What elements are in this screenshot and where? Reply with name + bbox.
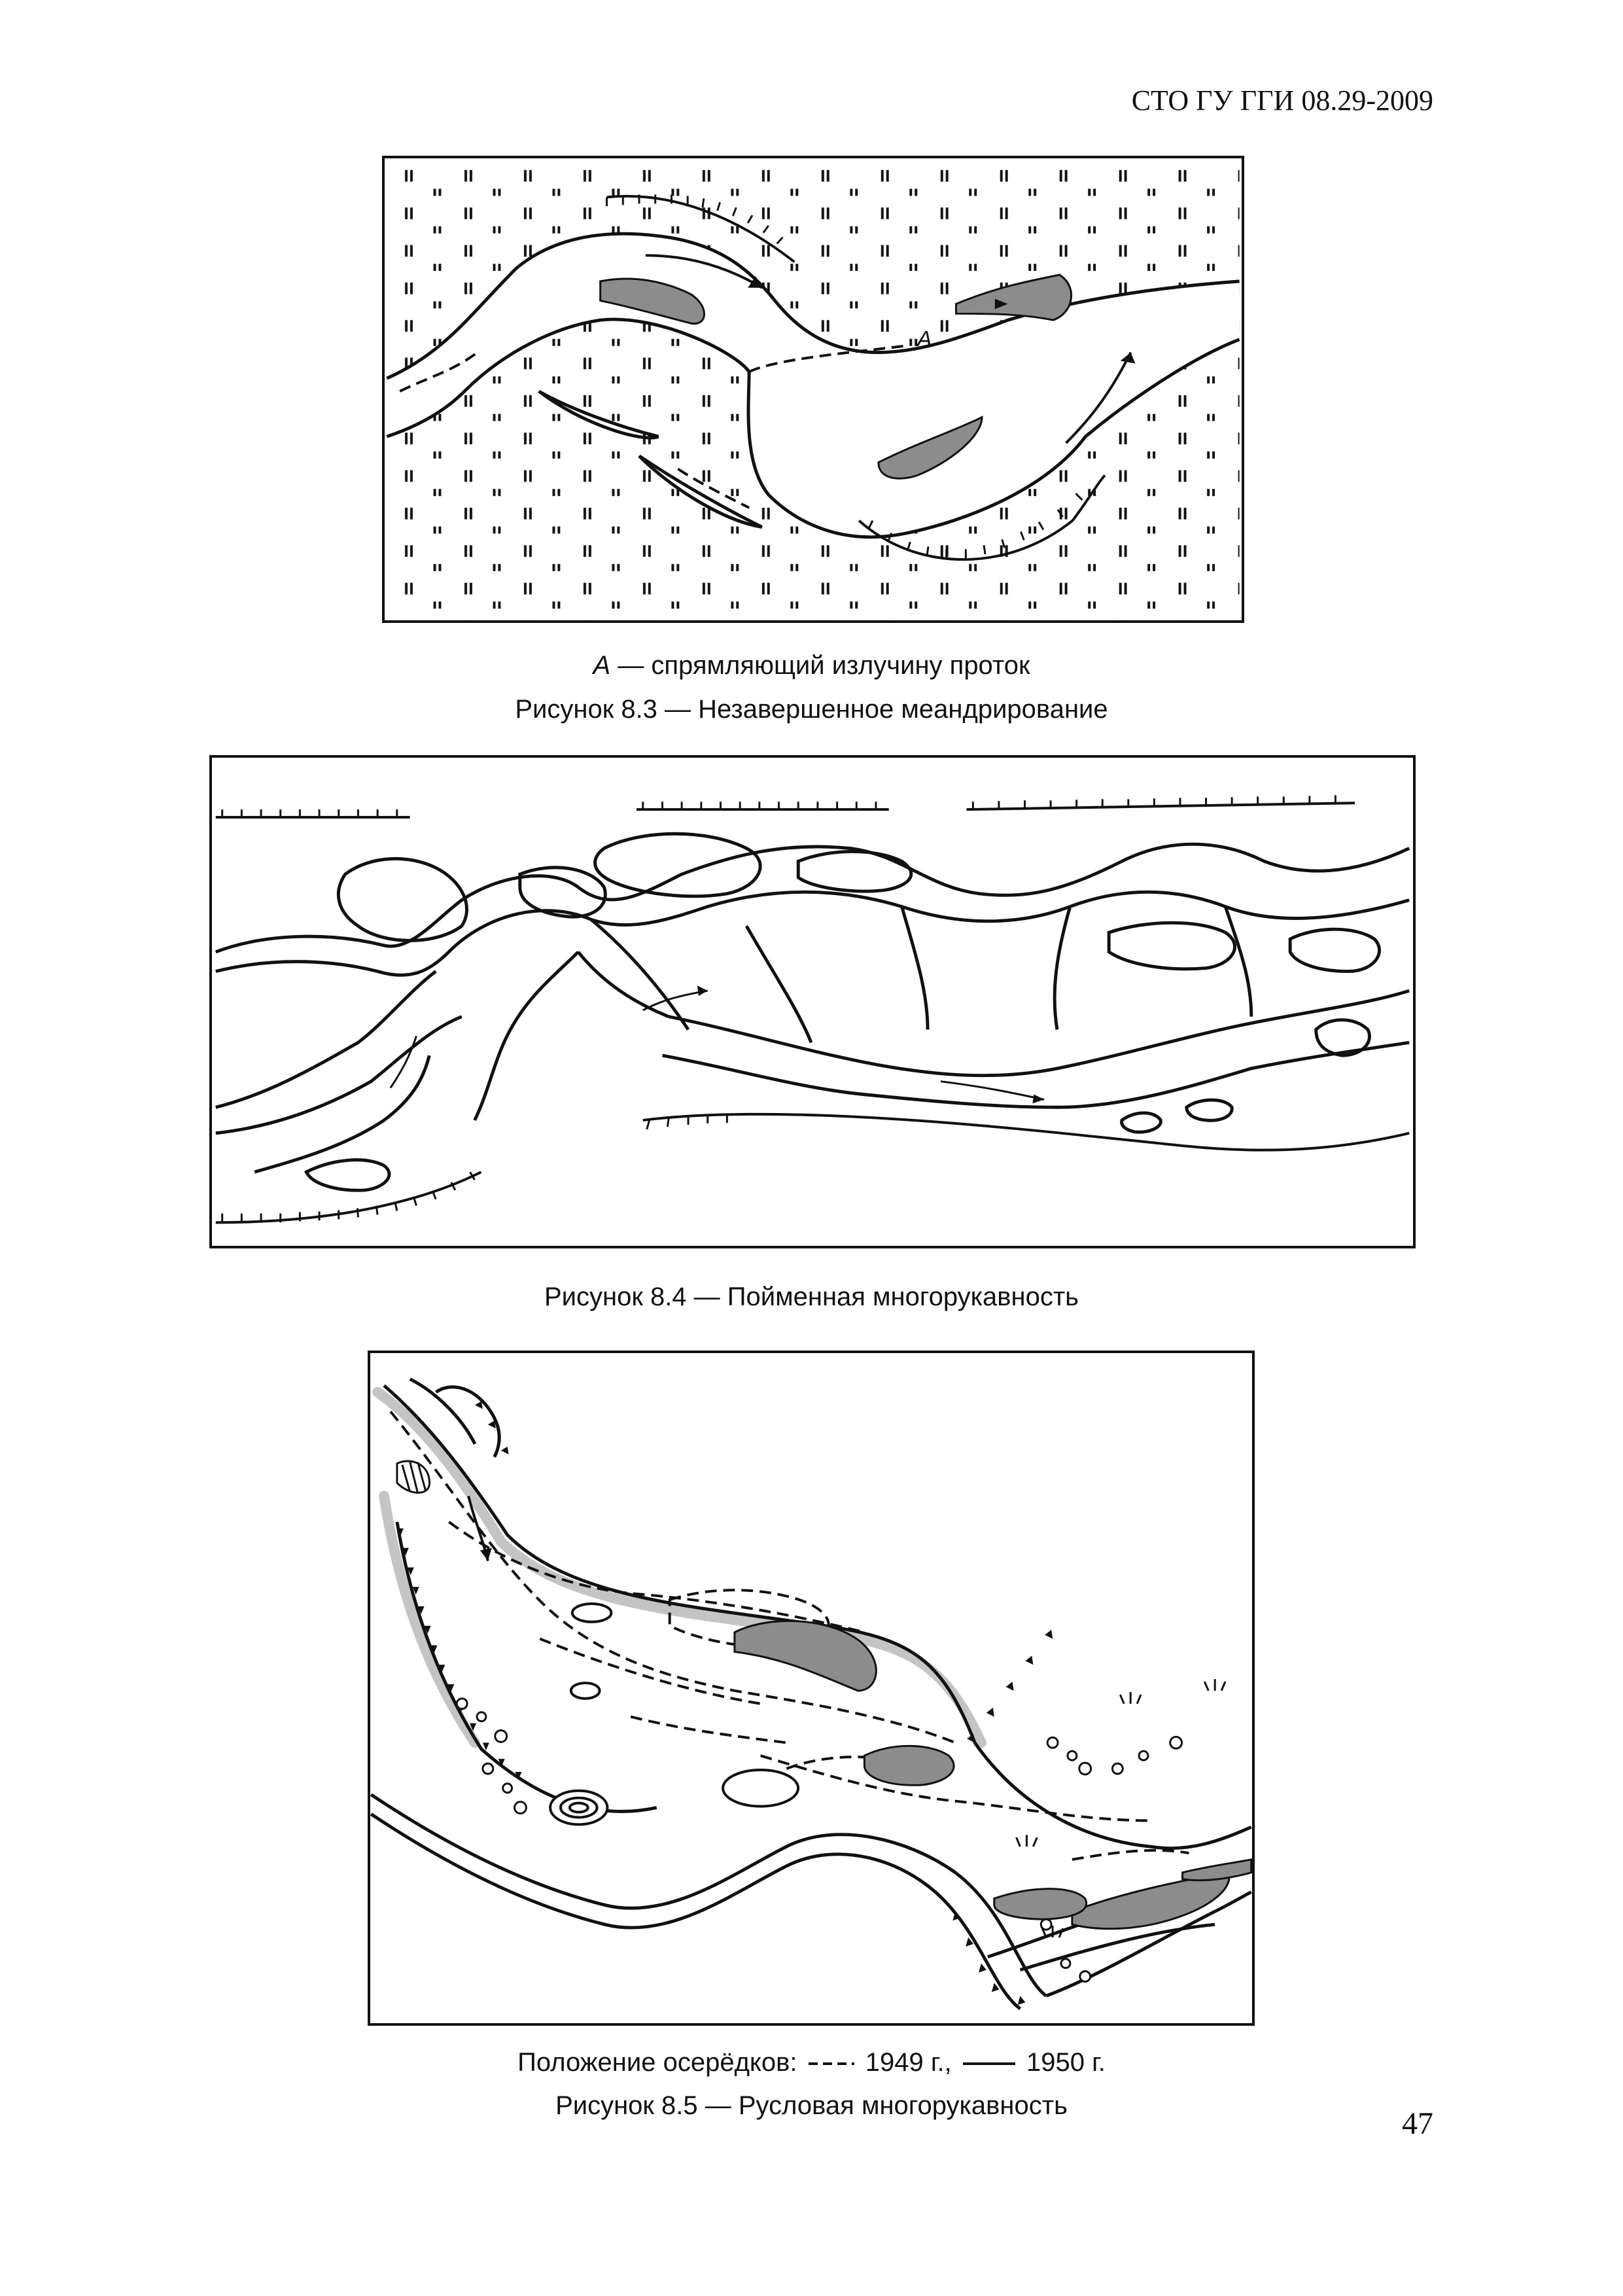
boulder-icon <box>457 1699 1181 1982</box>
document-code: СТО ГУ ГГИ 08.29-2009 <box>1131 84 1433 116</box>
figure-8-5-legend <box>0 2048 1623 2077</box>
figure-8-3-caption: Рисунок 8.3 — Незавершенное меандрирование <box>515 695 1108 724</box>
legend-prefix: Положение осерёдков: <box>517 2048 797 2077</box>
shoal-fill-icon <box>735 1621 1251 1928</box>
figure-8-4 <box>209 755 1416 1248</box>
figure-8-4-caption: Рисунок 8.4 — Пойменная многорукавность <box>544 1282 1079 1311</box>
label-a: А <box>917 327 932 351</box>
dashed-line-icon <box>809 2059 854 2068</box>
figure-8-4-drawing <box>212 758 1413 1246</box>
figure-8-5-drawing <box>370 1353 1252 2023</box>
figure-8-3-legend <box>0 651 1623 680</box>
legend-text: — спрямляющий излучину проток <box>618 651 1030 680</box>
legend-1950: 1950 г. <box>1026 2048 1106 2077</box>
page-number: 47 <box>1402 2106 1433 2141</box>
figure-8-5-caption: Рисунок 8.5 — Русловая многорукавность <box>555 2091 1068 2120</box>
solid-line-icon <box>963 2059 1015 2068</box>
legend-1949: 1949 г., <box>865 2048 952 2077</box>
figure-8-3 <box>382 156 1244 623</box>
figure-8-3-drawing <box>385 158 1242 620</box>
legend-key: А <box>593 651 611 680</box>
channel-network <box>216 834 1409 1190</box>
figure-8-5 <box>368 1351 1255 2026</box>
islet-1950 <box>723 1770 798 1807</box>
